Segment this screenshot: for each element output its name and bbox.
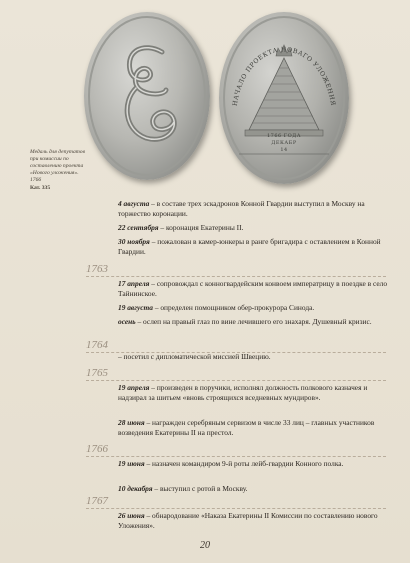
inscription-line-2: ДЕКАБР bbox=[271, 140, 297, 146]
entry-10: 19 июня – назначен командиром 9-й роты лейб-гвардии Конного полка. bbox=[118, 459, 344, 468]
medal-arc-text: НАЧАЛО ПРОЕКТА НОВАГО УЛОЖЕНИЯ bbox=[231, 46, 337, 107]
year-1763: 1763 bbox=[86, 263, 108, 275]
medal-caption bbox=[30, 149, 90, 192]
entry-5: 19 августа – определен помощником обер-прокурора Синода. bbox=[118, 303, 315, 312]
monogram-icon bbox=[84, 12, 210, 180]
year-1765: 1765 bbox=[86, 367, 108, 379]
entry-9: 28 июня – награжден серебряным сервизом в числе 33 лиц – главных участников возведения Екатерины II на престол. bbox=[118, 418, 375, 437]
year-1764: 1764 bbox=[86, 339, 108, 351]
medal-inscription bbox=[243, 133, 325, 154]
entry-7: – посетил с дипломатической миссией Швецию. bbox=[118, 352, 271, 361]
entry-1: 4 августа – в составе трех эскадронов Конной Гвардии выступил в Москву на торжество коронации. bbox=[118, 199, 365, 218]
medal-monogram bbox=[84, 12, 210, 180]
inscription-line-1: 1766 ГОДА bbox=[266, 133, 302, 139]
year-1766: 1766 bbox=[86, 443, 108, 455]
year-rule-1766 bbox=[86, 456, 386, 457]
entry-12: 26 июня – обнародование «Наказа Екатерины II Комиссии по составлению нового Уложения». bbox=[118, 511, 378, 530]
pyramid-icon bbox=[219, 12, 349, 184]
entry-2: 22 сентября – коронация Екатерины II. bbox=[118, 223, 244, 232]
entry-3: 30 ноября – пожалован в камер-юнкеры в ранге бригадира с оставлением в Конной Гвардии. bbox=[118, 237, 381, 256]
caption-catalog: Кат. 335 bbox=[30, 185, 51, 191]
year-rule-1767 bbox=[86, 508, 386, 509]
entry-11: 10 декабря – выступил с ротой в Москву. bbox=[118, 484, 248, 493]
caption-text: Медаль для депутатов при комиссии по составлению проекта «Нового уложения». 1766 bbox=[30, 149, 86, 183]
year-rule-1765 bbox=[86, 380, 386, 381]
page-number: 20 bbox=[200, 540, 210, 551]
year-rule-1763 bbox=[86, 276, 386, 277]
year-1767: 1767 bbox=[86, 495, 108, 507]
entry-6: осень – ослеп на правый глаз по вине лечившего его знахаря. Душевный кризис. bbox=[118, 317, 372, 326]
inscription-line-3: 14 bbox=[280, 147, 288, 153]
medal-pyramid bbox=[219, 12, 349, 184]
entry-4: 17 апреля – сопровождал с конногвардейским конвоем императрицу в поездке в село Тайнинское. bbox=[118, 279, 388, 298]
entry-8: 19 апреля – произведен в поручики, исполнял должность полкового казначея и надзирал за шитьем «вновь строящихся вседневных мундиров». bbox=[118, 383, 368, 402]
